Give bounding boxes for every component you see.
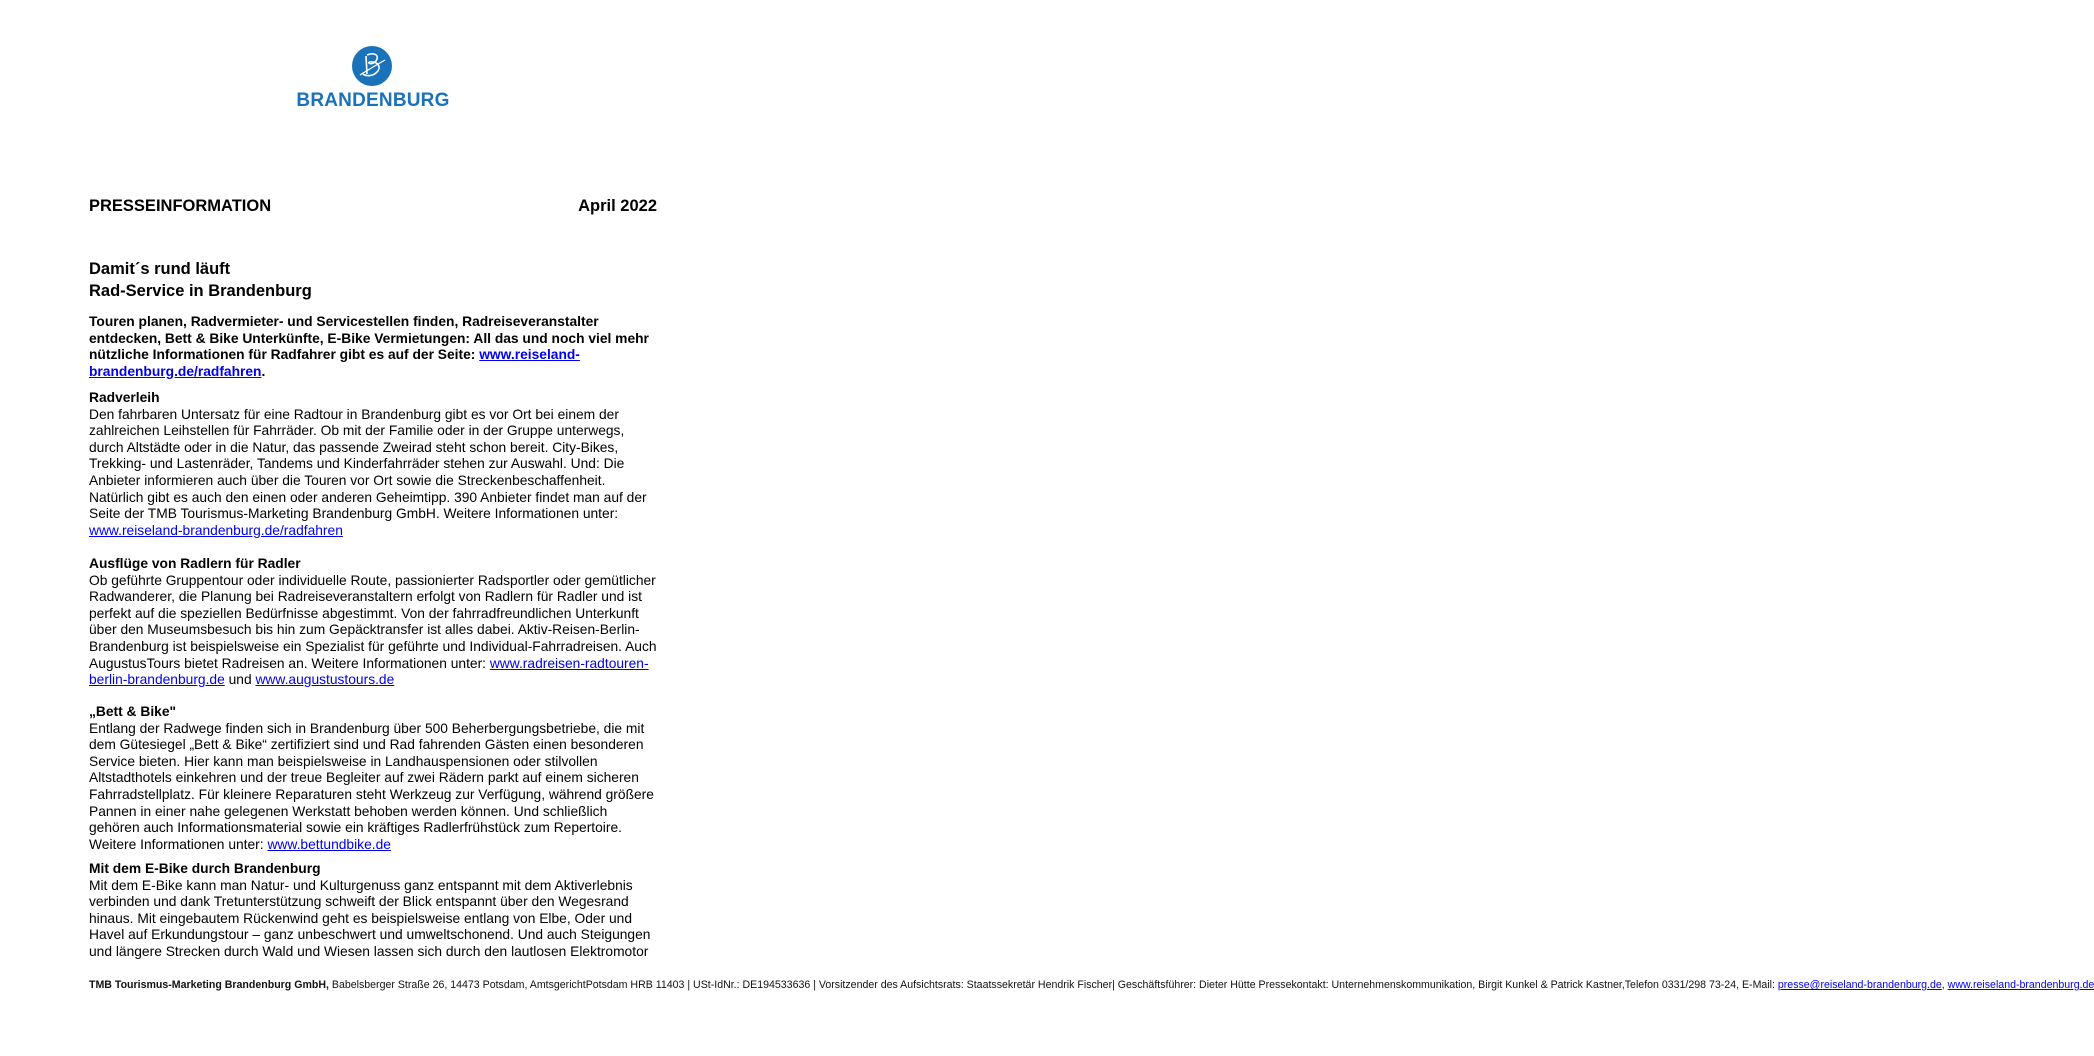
link[interactable]: presse@reiseland-brandenburg.de [1777,979,1942,991]
text-segment: Telefon 0331/298 73-24, E-Mail: [1624,979,1778,991]
text-segment: perfekt auf die speziellen Bedürfnisse abgestimmt. Von der fahrradfreundlichen Unterkunft [89,605,639,621]
text-line [586,979,1112,991]
document-type-label: PRESSEINFORMATION [89,197,272,215]
text-line [89,770,654,787]
text-line [89,573,657,590]
text-line [89,754,654,771]
text-segment: , [1941,979,1948,991]
text-line [89,506,647,523]
text-segment: Ob geführte Gruppentour oder individuelle Route, passionierter Radsportler oder gemütlicher [89,572,656,588]
section-heading: „Bett & Bike" [89,704,177,719]
text-line [89,721,654,738]
text-segment: entdecken, Bett & Bike Unterkünfte, E-Bike Vermietungen: All das und noch viel mehr [89,330,649,346]
text-segment: gehören auch Informationsmaterial sowie ein kräftiges Radlerfrühstück zum Repertoire. [89,820,622,836]
text-segment: Natürlich gibt es auch den einen oder anderen Geheimtipp. 390 Anbieter findet man auf der [89,489,647,505]
text-line [89,423,647,440]
link[interactable]: www.bettundbike.de [267,836,391,852]
text-line [89,804,654,821]
text-segment: | Geschäftsführer: Dieter Hütte Pressekontakt: Unternehmenskommunikation, Birgit Kunkel & Patrick Kastner, [1112,979,1625,991]
title-line-1: Damit´s rund läuft [89,260,231,278]
text-segment: Weitere Informationen unter: [89,836,268,852]
text-line [89,911,650,928]
text-line [89,456,647,473]
text-segment: Potsdam HRB 11403 | USt-IdNr.: DE194533636 | Vorsitzender des Aufsichtsrats: Staatssekretär Hendrik Fischer [585,979,1113,991]
text-line [89,837,654,854]
footer-imprint [89,978,2094,993]
text-segment: durch Altstädte oder in die Natur, das passende Zweirad steht schon bereit. City-Bikes, [89,439,619,455]
text-line [89,639,657,656]
text-segment: Brandenburg ist beispielsweise ein Spezialist für geführte und Individual-Fahrradreisen. Auch [89,638,657,654]
section-heading: Radverleih [89,390,160,405]
text-line [89,944,650,961]
text-segment: Anbieter informieren auch über die Touren vor Ort sowie die Streckenbeschaffenheit. [89,472,606,488]
text-segment: hinaus. Mit eingebautem Rückenwind geht es beispielsweise entlang von Elbe, Oder und [89,910,633,926]
section-intro [89,314,649,380]
text-line [89,656,657,673]
text-line [89,878,650,895]
link[interactable]: www.reiseland-brandenburg.de/radfahren [89,522,343,538]
text-line [89,407,647,424]
text-line [89,490,647,507]
text-segment: Den fahrbaren Untersatz für eine Radtour in Brandenburg gibt es vor Ort bei einem der [89,406,619,422]
text-line [89,622,657,639]
text-segment: Seite der TMB Tourismus-Marketing Brandenburg GmbH. Weitere Informationen unter: [89,506,619,522]
text-segment: Touren planen, Radvermieter- und Servicestellen finden, Radreiseveranstalter [89,314,599,329]
text-segment: Fahrradstellplatz. Für kleinere Reparaturen steht Werkzeug zur Verfügung, während größere [89,786,654,802]
document-date: April 2022 [578,197,657,215]
text-line [89,894,650,911]
page-title [89,258,312,302]
text-segment: verbinden und dank Tretunterstützung schweift der Blick entspannt über den Wegesrand [89,894,629,910]
text-segment: und längere Strecken durch Wald und Wiesen lassen sich durch den lautlosen Elektromotor [89,943,649,959]
text-segment: Altstadthotels einkehren und der treue Begleiter auf zwei Rädern parkt auf einem sicheren [89,770,639,786]
link[interactable]: berlin-brandenburg.de [89,672,225,688]
section-bett-und-bike [89,704,654,853]
text-line [89,440,647,457]
text-line [89,927,650,944]
text-segment: nützliche Informationen für Radfahrer gibt es auf der Seite: [89,347,480,363]
text-segment: Babelsberger Straße 26, 14473 Potsdam, Amtsgericht [328,979,586,991]
text-line [89,672,657,689]
text-line [89,314,649,331]
text-line [89,606,657,623]
brandenburg-logo-text: BRANDENBURG [296,90,450,111]
link[interactable]: www.augustustours.de [255,672,395,688]
title-line-2: Rad-Service in Brandenburg [89,282,312,300]
text-segment: TMB Tourismus-Marketing Brandenburg GmbH, [89,979,329,991]
text-segment: dem Gütesiegel „Bett & Bike“ zertifiziert sind und Rad fahrenden Gästen einen besonderen [89,737,644,753]
text-segment: über den Museumsbesuch bis hin zum Gepäcktransfer ist alles dabei. Aktiv-Reisen-Berlin- [89,622,640,638]
text-segment: Service bieten. Hier kann man beispielsweise in Landhauspensionen oder stilvollen [89,753,598,769]
text-line [89,589,657,606]
text-segment: . [261,363,266,379]
section-radverleih [89,390,647,539]
text-segment: Trekking- und Lastenräder, Tandems und Kinderfahrräder stehen zur Auswahl. Und: Die [89,456,625,472]
section-ausfluege [89,556,657,689]
text-segment: zahlreichen Leihstellen für Fahrräder. Ob mit der Familie oder in der Gruppe unterwegs, [89,423,625,439]
text-line [89,473,647,490]
link[interactable]: www.reiseland- [479,347,580,363]
text-segment: Pannen in einer nahe gelegenen Werkstatt behoben werden können. Und schließlich [89,803,608,819]
text-segment: Mit dem E-Bike kann man Natur- und Kulturgenuss ganz entspannt mit dem Aktiverlebnis [89,877,633,893]
section-heading: Mit dem E-Bike durch Brandenburg [89,861,321,876]
text-line [89,737,654,754]
text-line [89,820,654,837]
link[interactable]: www.radreisen-radtouren- [489,655,649,671]
text-line [1112,979,1625,991]
text-line [1625,979,2094,991]
text-segment: und [224,672,256,688]
text-segment: AugustusTours bietet Radreisen an. Weitere Informationen unter: [89,655,490,671]
text-line [89,787,654,804]
text-line [89,523,647,540]
section-e-bike [89,861,650,961]
link[interactable]: www.reiseland-brandenburg.de [1947,979,2094,991]
text-segment: Havel auf Erkundungstour – ganz unbeschwert und umweltschonend. Und auch Steigungen [89,927,651,943]
link[interactable]: brandenburg.de/radfahren [89,363,262,379]
text-line [89,331,649,348]
text-line [89,347,649,364]
text-line [89,979,586,991]
brandenburg-logo-icon [352,46,392,86]
text-segment: Entlang der Radwege finden sich in Brandenburg über 500 Beherbergungsbetriebe, die mit [89,720,645,736]
section-heading: Ausflüge von Radlern für Radler [89,556,301,571]
text-line [89,364,649,381]
text-segment: Radwanderer, die Planung bei Radreiseveranstaltern erfolgt von Radlern für Radler und ist [89,589,642,605]
